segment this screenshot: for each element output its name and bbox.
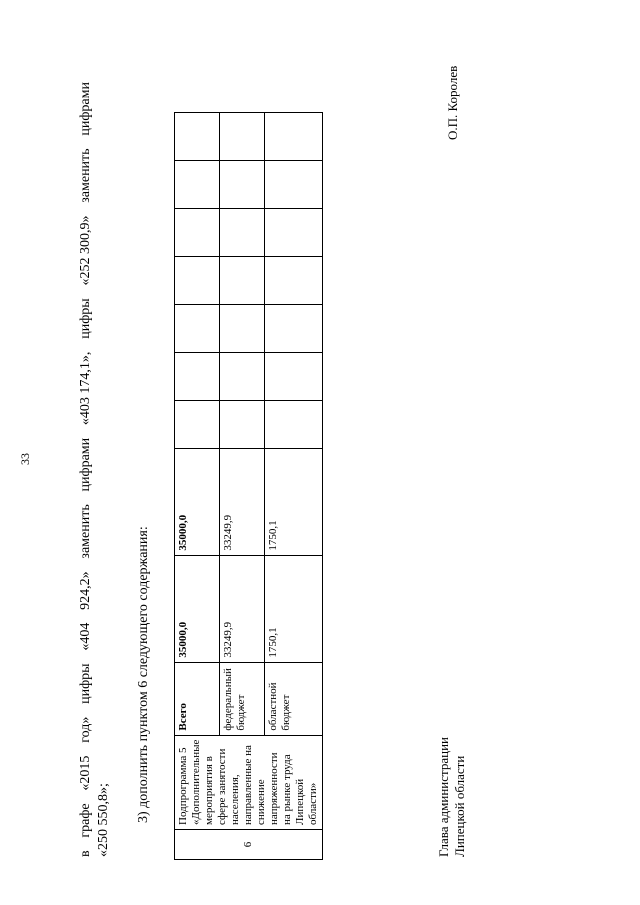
paragraph-word: 924,2» bbox=[78, 571, 93, 610]
funding-value-cell bbox=[220, 256, 265, 304]
paragraph-word: графе bbox=[78, 803, 93, 838]
paragraph-word: цифрами bbox=[78, 82, 93, 136]
funding-value-cell bbox=[175, 304, 220, 352]
funding-value-cell bbox=[265, 256, 323, 304]
paragraph-word: цифры bbox=[78, 298, 93, 339]
amendment-paragraph-line-2: «250 550,8»; bbox=[96, 783, 111, 857]
funding-value-cell bbox=[220, 400, 265, 448]
funding-value-cell: 33249,9 bbox=[220, 555, 265, 662]
paragraph-word: цифры bbox=[78, 663, 93, 704]
row-number-cell: 6 bbox=[175, 830, 323, 860]
page-number: 33 bbox=[18, 453, 32, 465]
paragraph-word: год» bbox=[78, 716, 93, 743]
paragraph-word: «403 174,1», bbox=[78, 351, 93, 426]
funding-value-cell bbox=[175, 112, 220, 160]
funding-value-cell bbox=[175, 208, 220, 256]
paragraph-word: «404 bbox=[78, 622, 93, 651]
funding-value-cell bbox=[220, 112, 265, 160]
amendment-paragraph-line-1 bbox=[78, 82, 94, 857]
funding-source-label: федеральный бюджет bbox=[220, 662, 265, 735]
funding-value-cell bbox=[265, 352, 323, 400]
funding-source-label: областной бюджет bbox=[265, 662, 323, 735]
funding-value-cell bbox=[265, 112, 323, 160]
signature-position-line-1: Глава администрации bbox=[436, 736, 451, 857]
paragraph-word: заменить bbox=[78, 504, 93, 559]
paragraph-word: в bbox=[78, 850, 93, 857]
funding-value-cell bbox=[265, 208, 323, 256]
funding-value-cell bbox=[175, 400, 220, 448]
funding-value-cell: 1750,1 bbox=[265, 555, 323, 662]
funding-value-cell bbox=[175, 256, 220, 304]
funding-value-cell bbox=[175, 160, 220, 208]
paragraph-word: «252 300,9» bbox=[78, 215, 93, 286]
paragraph-word: «2015 bbox=[78, 755, 93, 791]
subprogram-name-cell: Подпрограмма 5 «Дополнительные мероприятия в сфере занятости населения, направленные на снижение напряженности на рынке труда Липецкой области» bbox=[175, 735, 323, 829]
funding-value-cell: 35000,0 bbox=[175, 448, 220, 555]
paragraph-word: заменить bbox=[78, 148, 93, 203]
table-row bbox=[175, 112, 220, 859]
funding-value-cell: 33249,9 bbox=[220, 448, 265, 555]
funding-value-cell bbox=[265, 400, 323, 448]
funding-value-cell bbox=[175, 352, 220, 400]
funding-value-cell bbox=[265, 304, 323, 352]
funding-value-cell bbox=[220, 304, 265, 352]
signature-name: О.П. Королев bbox=[445, 65, 460, 140]
paragraph-word: цифрами bbox=[78, 437, 93, 492]
funding-value-cell: 1750,1 bbox=[265, 448, 323, 555]
funding-value-cell bbox=[265, 160, 323, 208]
funding-value-cell bbox=[220, 352, 265, 400]
funding-value-cell bbox=[220, 160, 265, 208]
funding-value-cell bbox=[220, 208, 265, 256]
subprogram-funding-table bbox=[174, 112, 323, 860]
signature-position bbox=[436, 737, 468, 857]
item-3-paragraph: 3) дополнить пунктом 6 следующего содержания: bbox=[136, 526, 151, 823]
funding-source-label: Всего bbox=[175, 662, 220, 735]
funding-value-cell: 35000,0 bbox=[175, 555, 220, 662]
signature-position-line-2: Липецкой области bbox=[452, 755, 467, 857]
